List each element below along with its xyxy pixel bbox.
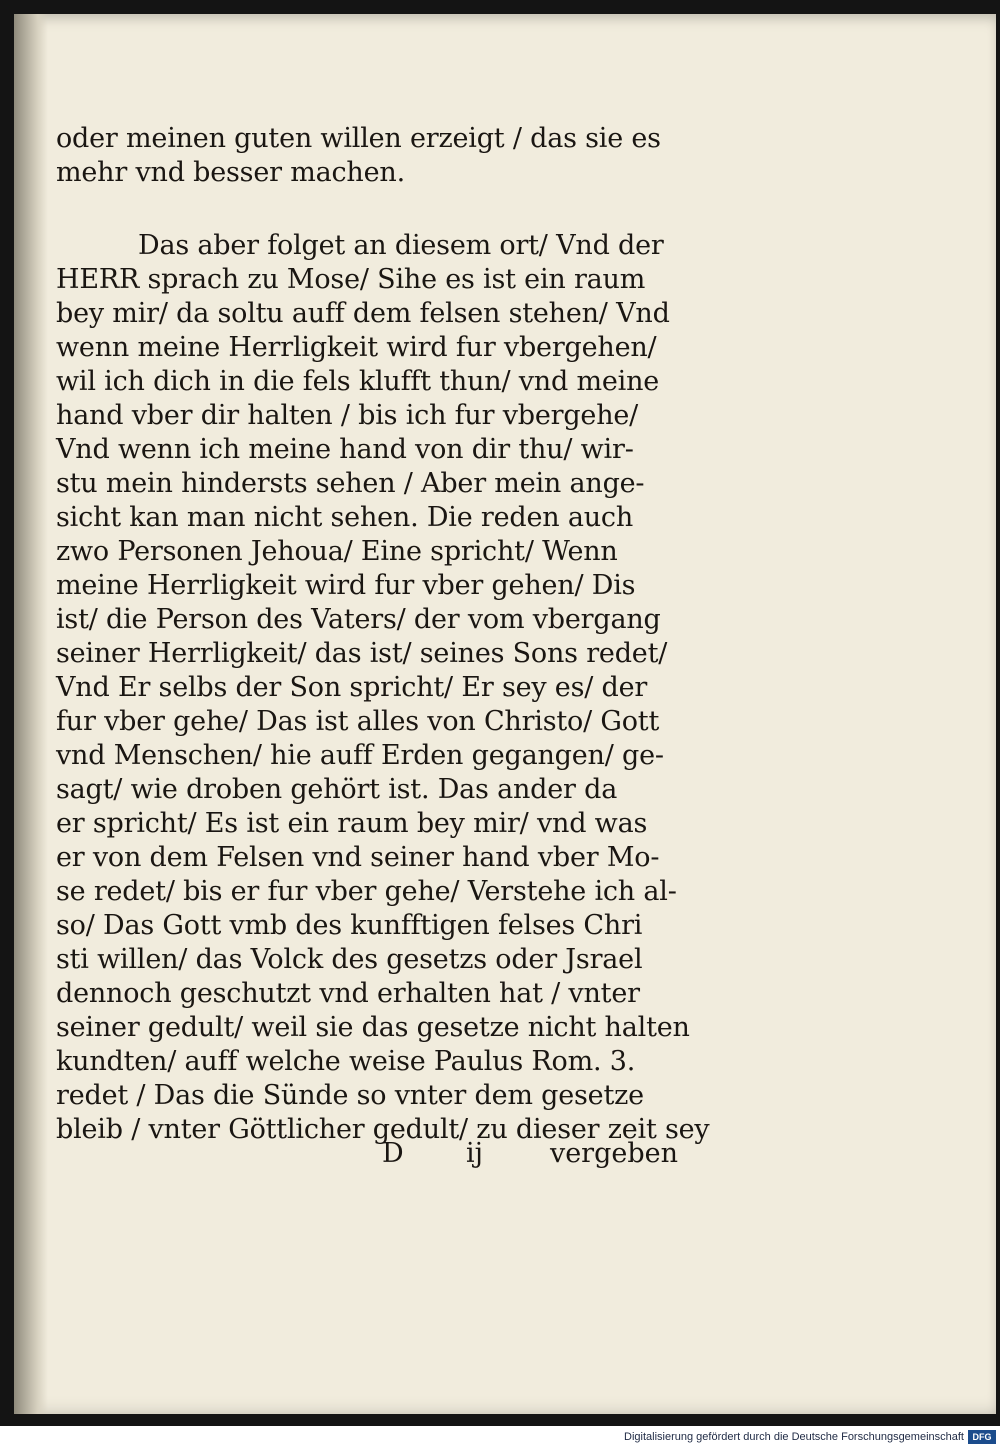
text-line: hand vber dir halten / bis ich fur vbergehe/: [56, 400, 639, 431]
page-footer: [56, 1138, 686, 1178]
text-line: stu mein hindersts sehen / Aber mein ange-: [56, 468, 645, 499]
text-line: sicht kan man nicht sehen. Die reden auch: [56, 502, 634, 533]
funding-credit: Digitalisierung gefördert durch die Deutsche Forschungsgemeinschaft: [624, 1431, 964, 1443]
text-line: oder meinen guten willen erzeigt / das sie es: [56, 123, 661, 154]
text-line: seiner Herrligkeit/ das ist/ seines Sons redet/: [56, 638, 668, 669]
text-line: bleib / vnter Göttlicher gedult/ zu dieser zeit sey: [56, 1114, 710, 1145]
text-line: er spricht/ Es ist ein raum bey mir/ vnd was: [56, 808, 648, 839]
text-line: fur vber gehe/ Das ist alles von Christo/ Gott: [56, 706, 660, 737]
paragraph-gap: [56, 190, 716, 229]
page-gutter: [14, 14, 48, 1414]
text-line: seiner gedult/ weil sie das gesetze nicht halten: [56, 1012, 690, 1043]
text-line: wil ich dich in die fels klufft thun/ vnd meine: [56, 366, 660, 397]
dfg-logo: DFG: [968, 1430, 996, 1444]
text-line: redet / Das die Sünde so vnter dem gesetze: [56, 1080, 644, 1111]
credit-bar: [0, 1426, 1000, 1449]
text-line: kundten/ auff welche weise Paulus Rom. 3.: [56, 1046, 636, 1077]
text-line: HERR sprach zu Mose/ Sihe es ist ein raum: [56, 264, 646, 295]
paragraph-first-line: Das aber folget an diesem ort/ Vnd der: [138, 230, 664, 261]
text-line: sti willen/ das Volck des gesetzs oder Jsrael: [56, 944, 643, 975]
text-line: Vnd wenn ich meine hand von dir thu/ wir-: [56, 434, 634, 465]
text-line: ist/ die Person des Vaters/ der vom vbergang: [56, 604, 661, 635]
folio-number: ij: [466, 1138, 484, 1169]
text-line: wenn meine Herrligkeit wird fur vbergehen/: [56, 332, 657, 363]
text-line: er von dem Felsen vnd seiner hand vber Mo-: [56, 842, 660, 873]
text-line: so/ Das Gott vmb des kunfftigen felses Chri: [56, 910, 643, 941]
catchword: vergeben: [549, 1138, 678, 1169]
text-line: bey mir/ da soltu auff dem felsen stehen/ Vnd: [56, 298, 670, 329]
signature-mark: D: [382, 1138, 404, 1169]
text-line: meine Herrligkeit wird fur vber gehen/ Dis: [56, 570, 636, 601]
text-line: zwo Personen Jehoua/ Eine spricht/ Wenn: [56, 536, 618, 567]
text-line: sagt/ wie droben gehört ist. Das ander da: [56, 774, 618, 805]
text-line: vnd Menschen/ hie auff Erden gegangen/ ge-: [56, 740, 664, 771]
body-text: [56, 122, 716, 1147]
text-line: dennoch geschutzt vnd erhalten hat / vnter: [56, 978, 640, 1009]
text-line: se redet/ bis er fur vber gehe/ Verstehe ich al-: [56, 876, 677, 907]
text-line: mehr vnd besser machen.: [56, 157, 405, 188]
text-line: Vnd Er selbs der Son spricht/ Er sey es/ der: [56, 672, 648, 703]
